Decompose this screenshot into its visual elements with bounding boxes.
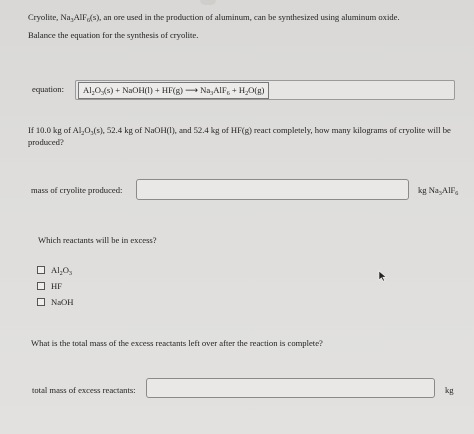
question-intro xyxy=(28,10,458,24)
option-hf-label: HF xyxy=(51,281,62,291)
unit-sub-3: 3 xyxy=(438,189,442,197)
equation-editor[interactable] xyxy=(78,82,269,99)
eq-water: O(g) xyxy=(248,85,265,95)
unit-b: AlF xyxy=(441,185,456,195)
eq-al-sub: 2 xyxy=(91,89,95,97)
intro-text-c: (s), an ore used in the production of aluminum, can be synthesized using aluminum oxide. xyxy=(90,12,400,22)
camera-notch xyxy=(200,0,216,5)
total-unit: kg xyxy=(445,385,454,395)
question-instruction: Balance the equation for the synthesis of cryolite. xyxy=(28,30,199,40)
question-text xyxy=(28,10,458,46)
mouse-pointer-icon xyxy=(378,270,388,282)
eq-reactants: (s) + NaOH(l) + HF(g) xyxy=(104,85,183,95)
eq-h-sub: 2 xyxy=(245,89,249,97)
eq-na: Na xyxy=(200,85,211,95)
mass-unit xyxy=(418,185,458,195)
unit-a: kg Na xyxy=(418,185,439,195)
eq-na-sub: 3 xyxy=(210,89,214,97)
intro-sub-6: 6 xyxy=(86,16,91,24)
eq-o: O xyxy=(94,85,101,95)
excess-question: Which reactants will be in excess? xyxy=(38,235,157,245)
problem-text xyxy=(28,124,458,148)
intro-text-b: AlF xyxy=(73,12,87,22)
checkbox-naoh[interactable] xyxy=(37,298,45,306)
unit-sub-6: 6 xyxy=(455,189,459,197)
eq-h: + H xyxy=(231,85,246,95)
mass-row xyxy=(28,178,464,204)
eq-alf-sub: 6 xyxy=(226,89,230,97)
equation-row xyxy=(28,78,456,102)
checkbox-hf[interactable] xyxy=(37,282,45,290)
reaction-arrow-icon: ⟶ xyxy=(185,86,198,96)
opt-o-sub: 3 xyxy=(68,269,72,277)
opt-o: O xyxy=(62,265,69,275)
checkbox-al2o3[interactable] xyxy=(37,266,45,274)
option-hf[interactable] xyxy=(37,278,73,294)
total-excess-input[interactable] xyxy=(146,378,435,398)
mass-label: mass of cryolite produced: xyxy=(31,185,123,195)
eq-alf: AlF xyxy=(213,85,227,95)
opt-al-sub: 2 xyxy=(59,269,63,277)
option-al2o3-label xyxy=(51,265,72,275)
equation-label: equation: xyxy=(32,84,64,94)
problem-sub-b: 3 xyxy=(90,129,94,137)
problem-sub-a: 2 xyxy=(81,129,85,137)
eq-o-sub: 3 xyxy=(100,89,104,97)
equation-answer-box[interactable] xyxy=(75,80,455,100)
leftover-question: What is the total mass of the excess reactants left over after the reaction is complete? xyxy=(31,338,323,348)
problem-c: (s), 52.4 kg of NaOH(l), and 52.4 kg of HF(g) react completely, how many kilograms of cryolite will be produced? xyxy=(28,125,451,147)
total-label: total mass of excess reactants: xyxy=(32,385,136,395)
option-al2o3[interactable] xyxy=(37,262,73,278)
opt-al: Al xyxy=(51,265,60,275)
intro-text-a: Cryolite, Na xyxy=(28,12,71,22)
intro-sub-3: 3 xyxy=(70,16,74,24)
eq-al: Al xyxy=(83,85,92,95)
mass-cryolite-input[interactable] xyxy=(136,179,409,200)
problem-b: O xyxy=(84,125,91,135)
problem-a: If 10.0 kg of Al xyxy=(28,125,82,135)
option-naoh-label: NaOH xyxy=(51,297,74,307)
excess-options xyxy=(37,262,73,310)
total-row xyxy=(28,377,464,401)
option-naoh[interactable] xyxy=(37,294,73,310)
